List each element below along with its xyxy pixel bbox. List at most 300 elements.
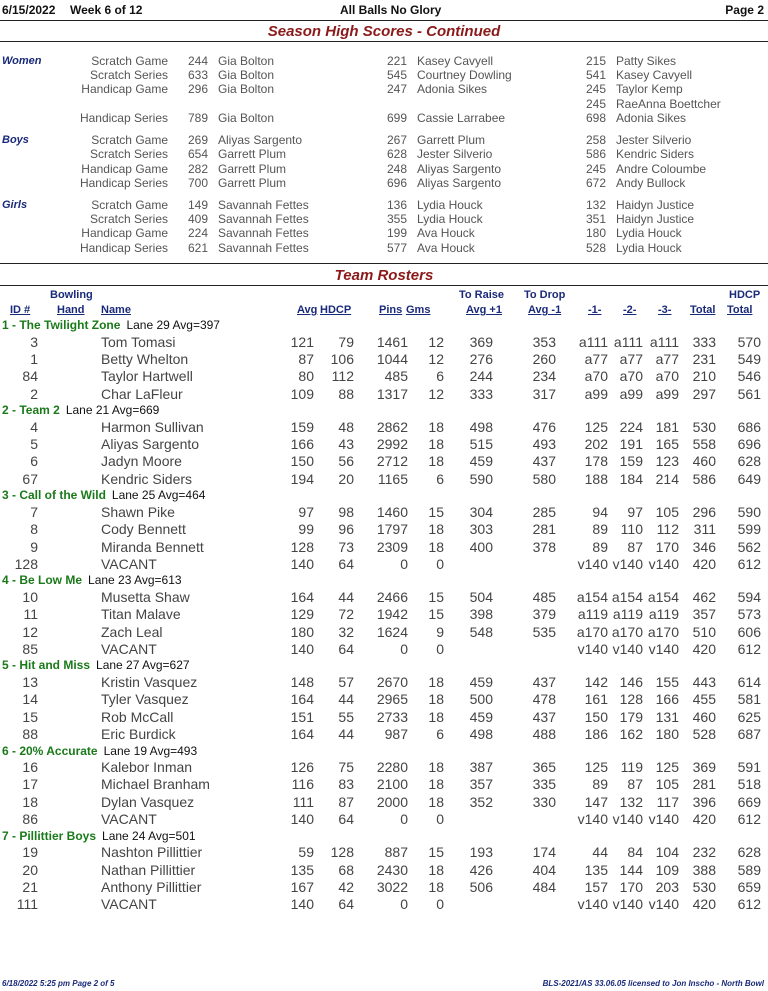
high-score-bowler: Aliyas Sargento (417, 162, 502, 176)
table-row (0, 844, 768, 861)
player-name: Cody Bennett (101, 521, 186, 538)
player-games: 12 (428, 385, 444, 402)
table-row (0, 471, 768, 488)
high-score-value: 244 (187, 54, 208, 68)
high-score-label: Scratch Game (91, 133, 168, 147)
player-to-drop: 580 (532, 470, 556, 487)
high-score-value: 245 (585, 97, 606, 111)
player-game2: 146 (619, 673, 643, 690)
player-games: 6 (436, 726, 444, 743)
player-hdcp: 88 (338, 385, 354, 402)
high-score-bowler: Aliyas Sargento (218, 133, 303, 147)
high-score-bowler: Haidyn Justice (616, 198, 695, 212)
player-hdcp: 42 (338, 878, 354, 895)
table-row (0, 334, 768, 351)
player-name: Jadyn Moore (101, 453, 182, 470)
player-to-drop: 535 (532, 623, 556, 640)
high-score-bowler: Garrett Plum (218, 176, 287, 190)
player-total: 296 (692, 503, 716, 520)
team-header (2, 829, 196, 843)
high-score-value: 633 (187, 68, 208, 82)
high-score-bowler: Gia Bolton (218, 82, 275, 96)
player-total: 420 (692, 641, 716, 657)
player-id: 86 (22, 811, 38, 828)
high-score-bowler: Jester Silverio (417, 147, 493, 161)
high-score-bowler: Patty Sikes (616, 54, 677, 68)
player-pins: 1044 (376, 350, 408, 367)
player-game1: 150 (584, 708, 608, 725)
player-game1: 44 (592, 844, 608, 861)
player-total: 297 (692, 385, 716, 402)
high-score-value: 672 (585, 176, 606, 190)
high-scores-title: Season High Scores - Continued (267, 23, 501, 40)
high-score-bowler: Kasey Cavyell (616, 68, 693, 82)
player-pins: 0 (400, 896, 408, 913)
player-game3: 104 (655, 844, 679, 861)
player-name: Kristin Vasquez (101, 673, 198, 690)
high-score-value: 296 (187, 82, 208, 96)
high-scores-divider (0, 41, 768, 42)
player-hdcp: 87 (338, 793, 354, 810)
team-lane-average: Lane 23 Avg=613 (88, 573, 182, 588)
col-to-raise: To Raise (459, 289, 505, 301)
player-pins: 1942 (376, 606, 408, 623)
player-total: 460 (692, 453, 716, 470)
player-to-drop: 437 (532, 708, 556, 725)
player-pins: 485 (384, 368, 408, 385)
player-pins: 1624 (376, 623, 408, 640)
player-hdcp-total: 612 (737, 811, 761, 828)
player-hdcp: 106 (330, 350, 354, 367)
rosters-title: Team Rosters (334, 267, 434, 284)
player-to-raise: 357 (469, 776, 493, 793)
table-row (0, 896, 768, 913)
player-games: 0 (436, 641, 444, 657)
player-total: 311 (693, 521, 716, 538)
player-to-drop: 365 (532, 759, 556, 775)
player-pins: 1165 (377, 470, 408, 487)
player-pins: 1460 (376, 503, 408, 520)
player-avg: 150 (290, 453, 314, 470)
player-games: 18 (428, 861, 444, 878)
high-score-value: 215 (585, 54, 606, 68)
player-avg: 159 (290, 418, 314, 435)
player-avg: 97 (298, 503, 314, 520)
player-name: Char LaFleur (101, 385, 183, 402)
team-name: 2 - Team 2 (2, 403, 60, 418)
player-to-drop: 437 (532, 453, 556, 470)
high-score-value: 789 (187, 111, 208, 125)
player-avg: 140 (290, 555, 314, 572)
page-header (0, 0, 768, 21)
table-row (0, 368, 768, 385)
high-score-bowler: Adonia Sikes (616, 111, 687, 125)
player-avg: 167 (290, 878, 314, 895)
player-to-raise: 500 (469, 691, 493, 708)
player-game2: a99 (619, 385, 643, 402)
player-id: 1 (30, 350, 38, 367)
player-games: 15 (428, 844, 444, 861)
high-score-value: 247 (386, 82, 407, 96)
col-to-drop: To Drop (524, 289, 566, 301)
player-id: 16 (22, 759, 38, 775)
player-to-raise: 426 (469, 861, 493, 878)
player-game2: a111 (613, 333, 643, 350)
player-name: Michael Branham (101, 776, 210, 793)
player-game1: 142 (584, 673, 608, 690)
player-to-drop: 493 (532, 436, 556, 452)
high-score-bowler: Lydia Houck (417, 212, 483, 226)
high-score-bowler: Aliyas Sargento (417, 176, 502, 190)
player-pins: 2992 (376, 436, 408, 452)
high-score-label: Handicap Series (79, 176, 168, 190)
high-score-bowler: Jester Silverio (616, 133, 692, 147)
team-header (2, 318, 220, 332)
player-pins: 2712 (376, 453, 408, 470)
high-score-value: 149 (187, 198, 208, 212)
player-total: 443 (692, 673, 716, 690)
player-game2: 184 (619, 470, 643, 487)
player-avg: 129 (290, 606, 314, 623)
player-avg: 135 (290, 861, 314, 878)
player-to-raise: 400 (469, 538, 493, 555)
player-to-raise: 515 (469, 436, 493, 452)
player-hdcp: 44 (338, 726, 354, 743)
team-lane-average: Lane 27 Avg=627 (96, 658, 190, 673)
player-to-drop: 285 (532, 503, 556, 520)
player-hdcp-total: 590 (737, 503, 761, 520)
team-name: 7 - Pillittier Boys (2, 828, 97, 843)
player-pins: 1461 (376, 333, 408, 350)
player-avg: 148 (290, 673, 314, 690)
player-name: Titan Malave (101, 606, 181, 623)
player-hdcp: 44 (338, 691, 354, 708)
table-row (0, 641, 768, 658)
high-score-value: 282 (187, 162, 208, 176)
high-score-bowler: Andre Coloumbe (616, 162, 707, 176)
player-id: 5 (30, 436, 38, 452)
player-game2: v140 (612, 811, 643, 828)
player-hdcp-total: 659 (737, 878, 761, 895)
player-game2: 87 (627, 776, 643, 793)
table-row (0, 504, 768, 521)
player-hdcp-total: 573 (737, 606, 761, 623)
player-to-drop: 174 (532, 844, 556, 861)
player-pins: 2309 (376, 538, 408, 555)
player-pins: 987 (384, 726, 408, 743)
player-hdcp-total: 628 (737, 453, 761, 470)
player-pins: 3022 (376, 878, 408, 895)
high-score-value: 355 (386, 212, 407, 226)
high-score-value: 698 (585, 111, 606, 125)
high-score-label: Handicap Game (81, 226, 168, 240)
player-game3: 180 (655, 726, 679, 743)
player-id: 18 (22, 793, 38, 810)
player-to-raise: 352 (469, 793, 493, 810)
player-game2: 119 (620, 759, 643, 775)
player-id: 13 (22, 673, 38, 690)
player-name: Zach Leal (101, 623, 163, 640)
team-name: 4 - Be Low Me (2, 573, 83, 588)
player-games: 6 (436, 368, 444, 385)
league-name: All Balls No Glory (340, 3, 442, 17)
footer-right: BLS-2021/AS 33.06.05 licensed to Jon Inscho - North Bowl (542, 979, 764, 988)
high-score-bowler: Ava Houck (417, 241, 475, 255)
player-hdcp-total: 612 (737, 896, 761, 913)
player-name: Kendric Siders (101, 470, 193, 487)
player-game3: 105 (655, 503, 679, 520)
player-hdcp: 112 (331, 368, 354, 385)
player-id: 111 (16, 896, 38, 913)
player-hdcp: 64 (338, 641, 354, 657)
col-hand: Hand (57, 304, 85, 316)
high-score-value: 269 (187, 133, 208, 147)
player-name: Tyler Vasquez (101, 691, 189, 708)
high-score-bowler: Lydia Houck (616, 241, 682, 255)
player-games: 18 (428, 759, 444, 775)
high-score-bowler: Gia Bolton (218, 111, 275, 125)
high-score-value: 258 (585, 133, 606, 147)
table-row (0, 794, 768, 811)
player-total: 346 (692, 538, 716, 555)
team-name: 1 - The Twilight Zone (2, 318, 121, 332)
high-score-bowler: Lydia Houck (616, 226, 682, 240)
player-game3: a99 (655, 385, 679, 402)
player-total: 396 (692, 793, 716, 810)
player-game3: 203 (655, 878, 679, 895)
player-hdcp: 32 (338, 623, 354, 640)
player-to-drop: 260 (532, 350, 556, 367)
player-hdcp-total: 594 (737, 588, 761, 605)
player-hdcp: 20 (338, 470, 354, 487)
player-id: 85 (22, 641, 38, 657)
player-game1: v140 (577, 811, 608, 828)
player-game1: a99 (584, 385, 608, 402)
player-game2: 170 (619, 878, 643, 895)
player-avg: 164 (290, 691, 314, 708)
player-hdcp: 98 (338, 503, 354, 520)
player-game2: 128 (619, 691, 643, 708)
player-hdcp-total: 687 (737, 726, 761, 743)
high-score-bowler: Cassie Larrabee (417, 111, 506, 125)
player-avg: 151 (290, 708, 314, 725)
col-game3: -3- (658, 304, 672, 316)
player-id: 7 (30, 503, 38, 520)
high-score-value: 545 (386, 68, 407, 82)
player-hdcp-total: 599 (737, 521, 761, 538)
player-to-raise: 304 (469, 503, 493, 520)
player-total: 586 (692, 470, 716, 487)
player-games: 15 (428, 588, 444, 605)
high-score-value: 586 (585, 147, 606, 161)
player-game2: 144 (619, 861, 643, 878)
high-score-bowler: Ava Houck (417, 226, 475, 240)
player-game3: a77 (655, 350, 679, 367)
player-game1: a70 (584, 368, 608, 385)
player-hdcp: 72 (338, 606, 354, 623)
player-total: 232 (692, 844, 716, 861)
team-lane-average: Lane 24 Avg=501 (102, 828, 196, 843)
player-hdcp-total: 518 (737, 776, 761, 793)
player-name: Taylor Hartwell (101, 368, 193, 385)
player-id: 88 (22, 726, 38, 743)
player-hdcp-total: 606 (737, 623, 761, 640)
player-total: 420 (692, 811, 716, 828)
player-avg: 116 (291, 776, 314, 793)
player-games: 18 (428, 691, 444, 708)
col-hdcp-top: HDCP (729, 289, 761, 301)
high-score-value: 221 (386, 54, 407, 68)
player-games: 18 (428, 521, 444, 538)
table-row (0, 879, 768, 896)
player-name: Anthony Pillittier (101, 878, 202, 895)
player-avg: 140 (290, 641, 314, 657)
player-to-raise: 244 (469, 368, 493, 385)
high-score-label: Handicap Game (81, 162, 168, 176)
player-hdcp-total: 561 (737, 385, 761, 402)
rosters-divider-top (0, 263, 768, 264)
team-header (2, 403, 159, 417)
player-to-drop: 478 (532, 691, 556, 708)
table-row (0, 811, 768, 828)
col-avg-plus: Avg +1 (466, 304, 502, 316)
high-score-bowler: Garrett Plum (218, 147, 287, 161)
table-row (0, 776, 768, 793)
high-score-bowler: Garrett Plum (417, 133, 486, 147)
high-score-value: 528 (585, 241, 606, 255)
table-row (0, 726, 768, 743)
player-game2: a170 (611, 623, 643, 640)
player-games: 18 (428, 436, 444, 452)
player-game1: 125 (584, 418, 608, 435)
team-lane-average: Lane 19 Avg=493 (103, 743, 198, 758)
player-name: Rob McCall (101, 708, 174, 725)
team-header (2, 744, 197, 758)
player-total: 558 (692, 436, 716, 452)
player-game2: v140 (612, 641, 643, 657)
table-row (0, 709, 768, 726)
high-score-value: 224 (187, 226, 208, 240)
player-to-drop: 330 (532, 793, 556, 810)
high-score-value: 136 (386, 198, 407, 212)
col-total: Total (690, 304, 716, 316)
player-pins: 887 (384, 844, 408, 861)
player-hdcp-total: 696 (737, 436, 761, 452)
player-total: 420 (692, 896, 716, 913)
player-hdcp-total: 625 (737, 708, 761, 725)
player-games: 18 (428, 878, 444, 895)
player-game2: 84 (627, 844, 643, 861)
player-to-drop: 488 (532, 726, 556, 743)
player-avg: 180 (290, 623, 314, 640)
player-game3: 214 (655, 470, 679, 487)
player-total: 528 (692, 726, 716, 743)
player-games: 12 (428, 333, 444, 350)
player-game3: v140 (648, 555, 679, 572)
player-game3: 125 (655, 759, 679, 775)
table-row (0, 691, 768, 708)
player-pins: 2000 (376, 793, 408, 810)
col-pins: Pins (379, 304, 403, 316)
player-id: 2 (30, 385, 38, 402)
player-game3: v140 (648, 896, 679, 913)
player-avg: 109 (290, 385, 314, 402)
player-game1: 147 (584, 793, 608, 810)
player-total: 231 (692, 350, 716, 367)
player-avg: 164 (290, 588, 314, 605)
player-total: 357 (692, 606, 716, 623)
high-score-bowler: Savannah Fettes (218, 241, 309, 255)
high-score-category: Girls (2, 199, 28, 211)
player-id: 3 (30, 333, 38, 350)
high-score-bowler: Savannah Fettes (218, 198, 309, 212)
player-games: 18 (428, 418, 444, 435)
high-score-value: 409 (187, 212, 208, 226)
player-game2: 97 (627, 503, 643, 520)
player-game2: 191 (619, 436, 643, 452)
player-game2: 224 (619, 418, 643, 435)
player-game3: 109 (655, 861, 679, 878)
player-total: 510 (692, 623, 716, 640)
player-to-drop: 234 (532, 368, 556, 385)
player-game3: 117 (656, 793, 679, 810)
player-hdcp: 64 (338, 555, 354, 572)
player-hdcp-total: 612 (737, 641, 761, 657)
player-pins: 2862 (376, 418, 408, 435)
player-game2: 162 (619, 726, 643, 743)
player-pins: 2670 (376, 673, 408, 690)
player-avg: 121 (290, 333, 314, 350)
player-name: VACANT (101, 641, 157, 657)
player-game1: 202 (584, 436, 608, 452)
player-hdcp-total: 628 (737, 844, 761, 861)
player-game2: v140 (612, 896, 643, 913)
high-score-category: Women (2, 55, 42, 67)
player-to-raise: 459 (469, 453, 493, 470)
high-score-value: 267 (386, 133, 407, 147)
player-to-drop: 485 (532, 588, 556, 605)
player-hdcp: 79 (338, 333, 354, 350)
player-game1: 89 (592, 521, 608, 538)
player-game1: a170 (576, 623, 608, 640)
player-game3: 105 (655, 776, 679, 793)
player-game3: 131 (655, 708, 679, 725)
high-score-category: Boys (2, 134, 29, 146)
high-score-bowler: RaeAnna Boettcher (616, 97, 721, 111)
high-score-value: 628 (386, 147, 407, 161)
table-row (0, 589, 768, 606)
report-date: 6/15/2022 (2, 3, 56, 17)
table-row (0, 539, 768, 556)
player-to-drop: 353 (532, 333, 556, 350)
player-avg: 80 (298, 368, 314, 385)
player-name: Nashton Pillittier (101, 844, 203, 861)
player-id: 20 (22, 861, 38, 878)
player-to-raise: 506 (469, 878, 493, 895)
player-hdcp-total: 562 (737, 538, 761, 555)
player-hdcp: 57 (338, 673, 354, 690)
player-pins: 2466 (376, 588, 408, 605)
table-row (0, 351, 768, 368)
player-games: 9 (436, 623, 444, 640)
player-hdcp: 75 (338, 759, 354, 775)
player-hdcp: 73 (338, 538, 354, 555)
player-game2: a77 (619, 350, 643, 367)
player-to-raise: 398 (469, 606, 493, 623)
high-score-bowler: Kendric Siders (616, 147, 695, 161)
player-id: 4 (30, 418, 38, 435)
player-hdcp: 96 (338, 521, 354, 538)
